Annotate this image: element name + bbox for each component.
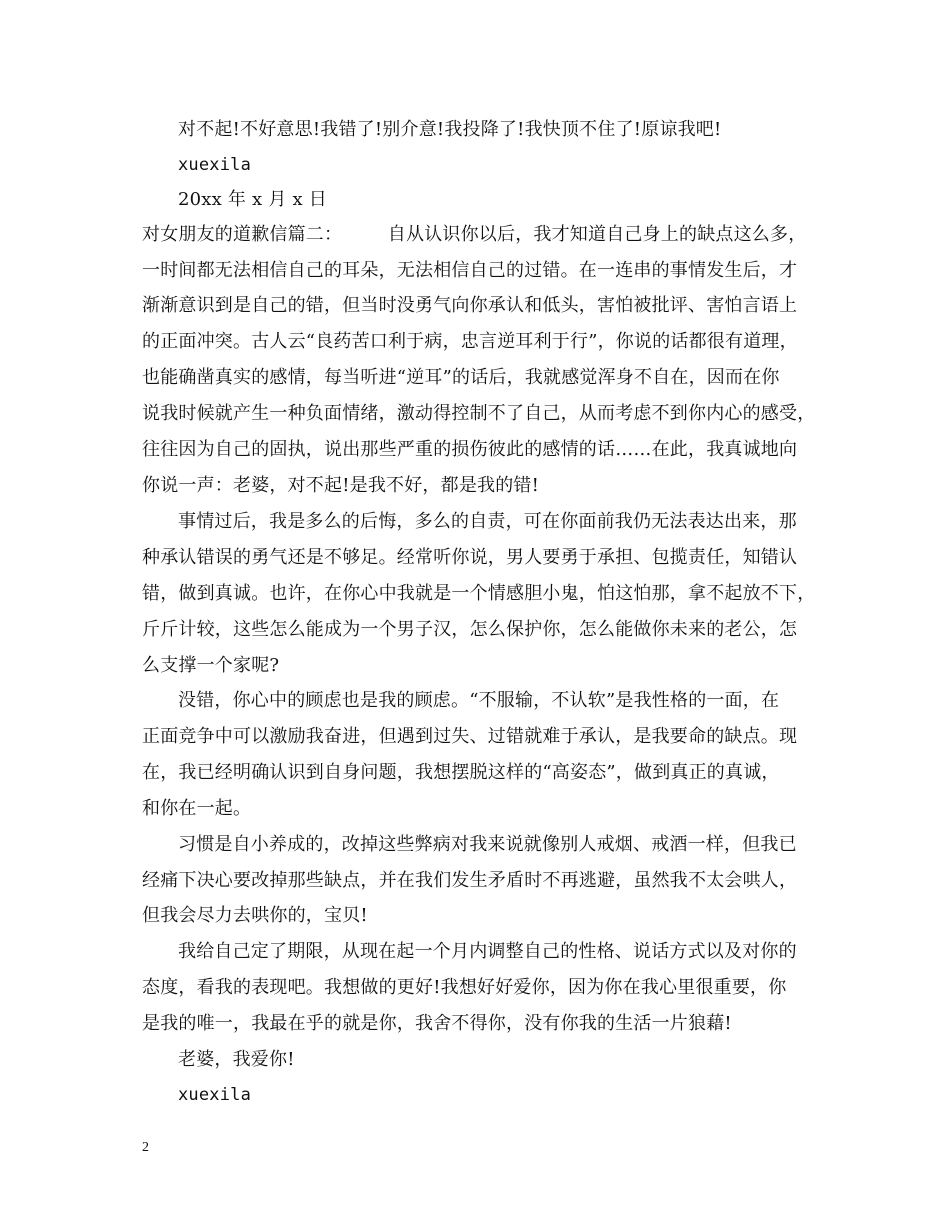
body-line: 但我会尽力去哄你的，宝贝!: [142, 905, 368, 926]
page-number: 2: [142, 1140, 149, 1155]
body-line: 种承认错误的勇气还是不够足。经常听你说，男人要勇于承担、包揽责任，知错认: [142, 547, 798, 568]
body-line: 正面竞争中可以激励我奋进，但遇到过失、过错就难于承认，是我要命的缺点。现: [142, 726, 798, 747]
body-line: 的正面冲突。古人云“良药苦口利于病，忠言逆耳利于行”，你说的话都很有道理，: [142, 331, 798, 352]
body-line: 错，做到真诚。也许，在你心中我就是一个情感胆小鬼，怕这怕那，拿不起放不下，: [142, 583, 816, 604]
date-line: 20xx 年 x 月 x 日: [178, 189, 327, 210]
paragraph-start-line: 我给自己定了期限，从现在起一个月内调整自己的性格、说话方式以及对你的: [178, 941, 797, 962]
body-line: 在，我已经明确认识到自身问题，我想摆脱这样的“高姿态”，做到真正的真诚，: [142, 762, 780, 783]
body-line: 一时间都无法相信自己的耳朵，无法相信自己的过错。在一连串的事情发生后，才: [142, 260, 798, 281]
section-title-line: 对女朋友的道歉信篇二： 自从认识你以后，我才知道自己身上的缺点这么多，: [142, 224, 807, 245]
body-line: 渐渐意识到是自己的错，但当时没勇气向你承认和低头，害怕被批评、害怕言语上: [142, 295, 798, 316]
paragraph-start-line: 事情过后，我是多么的后悔，多么的自责，可在你面前我仍无法表达出来，那: [178, 511, 797, 532]
body-line: 也能确凿真实的感情，每当听进“逆耳”的话后，我就感觉浑身不自在，因而在你: [142, 367, 780, 388]
body-line: 说我时候就产生一种负面情绪，激动得控制不了自己，从而考虑不到你内心的感受，: [142, 403, 816, 424]
body-line: 么支撑一个家呢?: [142, 655, 280, 676]
signature: xuexila: [178, 155, 252, 175]
apology-line: 对不起!不好意思!我错了!别介意!我投降了!我快顶不住了!原谅我吧!: [178, 119, 722, 140]
body-line: 斤斤计较，这些怎么能成为一个男子汉，怎么保护你，怎么能做你未来的老公，怎: [142, 619, 798, 640]
body-line: 你说一声：老婆，对不起!是我不好，都是我的错!: [142, 475, 540, 496]
body-line: 态度，看我的表现吧。我想做的更好!我想好好爱你，因为你在我心里很重要，你: [142, 977, 787, 998]
closing-line: 老婆，我爱你!: [178, 1049, 295, 1070]
body-line: 往往因为自己的固执，说出那些严重的损伤彼此的感情的话……在此，我真诚地向: [142, 439, 798, 460]
body-line: 是我的唯一，我最在乎的就是你，我舍不得你，没有你我的生活一片狼藉!: [142, 1013, 732, 1034]
signature: xuexila: [178, 1085, 252, 1105]
paragraph-start-line: 习惯是自小养成的，改掉这些弊病对我来说就像别人戒烟、戒酒一样，但我已: [178, 834, 797, 855]
body-line: 和你在一起。: [142, 798, 252, 819]
body-line: 经痛下决心要改掉那些缺点，并在我们发生矛盾时不再逃避，虽然我不太会哄人，: [142, 870, 798, 891]
paragraph-start-line: 没错，你心中的顾虑也是我的顾虑。“不服输，不认软”是我性格的一面，在: [178, 690, 780, 711]
